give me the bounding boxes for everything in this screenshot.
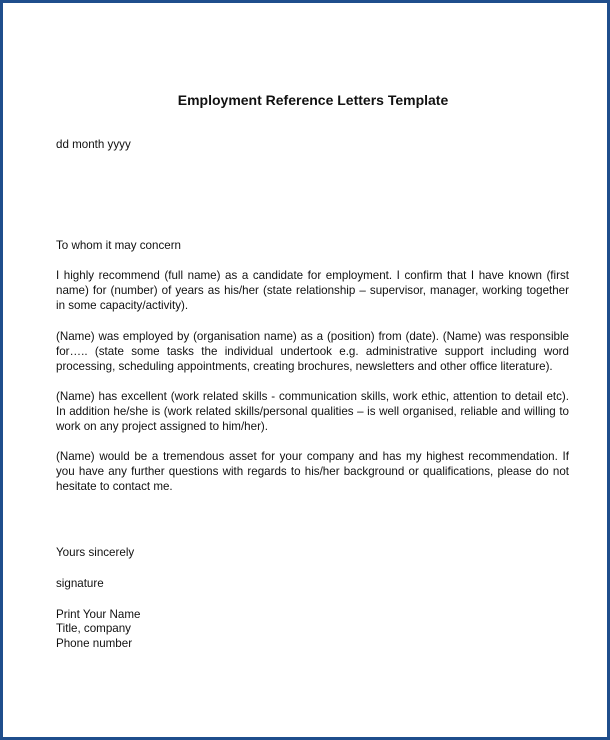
letter-date: dd month yyyy — [56, 138, 131, 151]
paragraph-recommendation: I highly recommend (full name) as a candidate for employment. I confirm that I have known (first name) for (number) of years as his/her (state relationship – supervisor, manager, working together in some capacity/activity). — [56, 269, 569, 312]
paragraph-closing-remarks: (Name) would be a tremendous asset for your company and has my highest recommendation. If you have any further questions with regards to his/her background or qualifications, please do not hesitate to contact me. — [56, 450, 569, 493]
paragraph-skills: (Name) has excellent (work related skills - communication skills, work ethic, attention to detail etc). In addition he/she is (work related skills/personal qualities – is well organised, reliable and willing to work on any project assigned to him/her). — [56, 390, 569, 433]
letter-title: Employment Reference Letters Template — [177, 92, 449, 108]
signature-block — [56, 608, 140, 651]
letter-salutation: To whom it may concern — [56, 239, 182, 252]
phone-number: Phone number — [56, 636, 133, 650]
paragraph-employment: (Name) was employed by (organisation name) as a (position) from (date). (Name) was responsible for….. (state some tasks the individual undertook e.g. administrative support including word processing, scheduling appointments, creating brochures, newsletters and other office literature). — [56, 330, 569, 373]
print-name: Print Your Name — [56, 608, 141, 621]
signature-line: signature — [56, 577, 104, 590]
letter-closing: Yours sincerely — [56, 546, 135, 559]
title-company: Title, company — [56, 622, 131, 636]
